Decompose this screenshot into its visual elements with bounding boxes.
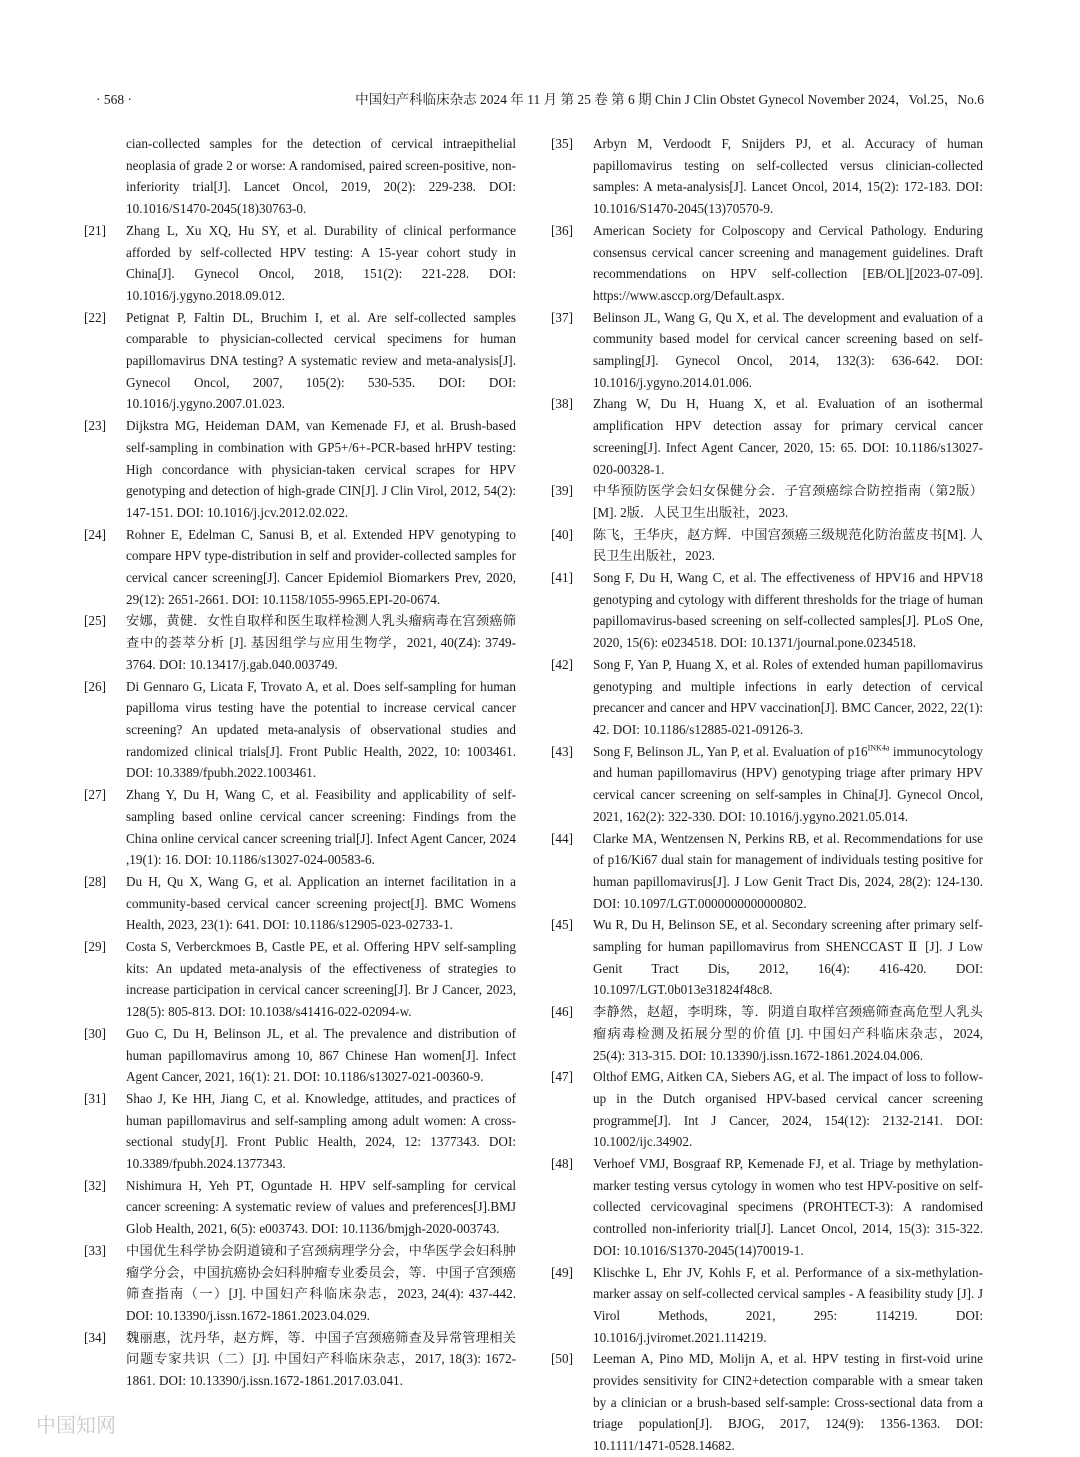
reference-number: [42] bbox=[551, 656, 573, 672]
reference-item bbox=[551, 220, 983, 307]
reference-item bbox=[84, 1240, 516, 1327]
reference-item bbox=[551, 1348, 983, 1457]
reference-text: Zhang W, Du H, Huang X, et al. Evaluation of an isothermal amplification HPV detection assay for primary cervical cancer screening[J]. Infect Agent Cancer, 2020, 15: 65. DOI: 10.1186/s13027-020-00328-1. bbox=[593, 396, 983, 477]
reference-text: Klischke L, Ehr JV, Kohls F, et al. Performance of a six-methylation-marker assay on self-collected cervical samples - A feasibility study [J]. J Virol Methods, 2021, 295: 114219. DOI: 10.1016/j.jviromet.2021.114219. bbox=[593, 1264, 983, 1345]
reference-text: 中国优生科学协会阴道镜和子宫颈病理学分会，中华医学会妇科肿瘤学分会，中国抗癌协会妇科肿瘤专业委员会，等．中国子宫颈癌筛查指南（一）[J]. 中国妇产科临床杂志，2023, 24(4): 437-442. DOI: 10.13390/j.issn.1672-1861.2023.04.029. bbox=[126, 1242, 516, 1323]
reference-item bbox=[84, 676, 516, 785]
reference-number: [38] bbox=[551, 396, 573, 412]
reference-number: [35] bbox=[551, 136, 573, 151]
reference-item bbox=[84, 1175, 516, 1240]
reference-text: 李静然，赵超，李明珠，等．阴道自取样宫颈癌筛查高危型人乳头瘤病毒检测及拓展分型的价值 [J]. 中国妇产科临床杂志，2024, 25(4): 313-315. DOI: 10.13390/j.issn.1672-1861.2024.04.006. bbox=[593, 1004, 983, 1063]
reference-number: [40] bbox=[551, 526, 573, 542]
running-header bbox=[96, 89, 984, 111]
reference-number: [41] bbox=[551, 570, 573, 586]
reference-number: [43] bbox=[551, 743, 573, 759]
reference-number: [33] bbox=[84, 1242, 106, 1258]
reference-text: cian-collected samples for the detection of cervical intraepithelial neoplasia of grade 2 or worse: A randomised, paired screen-positive, non-inferiority trial[J]. Lancet Oncol, 2019, 20(2): 229-238. DOI: 10.1016/S1470-2045(18)30763-0. bbox=[126, 136, 516, 217]
reference-number: [22] bbox=[84, 309, 106, 325]
reference-number: [37] bbox=[551, 309, 573, 325]
reference-number: [49] bbox=[551, 1264, 573, 1280]
journal-citation-line: 中国妇产科临床杂志 2024 年 11 月 第 25 卷 第 6 期 Chin J Clin Obstet Gynecol November 2024，Vol.25，No.6 bbox=[355, 92, 984, 107]
reference-text: Di Gennaro G, Licata F, Trovato A, et al. Does self-sampling for human papilloma virus testing have the potential to increase cervical cancer screening? An updated meta-analysis of observational studies and randomized clinical trials[J]. Front Public Health, 2022, 10: 1003461. DOI: 10.3389/fpubh.2022.1003461. bbox=[126, 678, 516, 781]
reference-continuation bbox=[84, 133, 516, 220]
watermark-logo: 中国知网 bbox=[36, 1413, 116, 1437]
reference-number: [34] bbox=[84, 1329, 106, 1345]
reference-item bbox=[551, 828, 983, 915]
reference-number: [50] bbox=[551, 1351, 573, 1367]
reference-text: Costa S, Verberckmoes B, Castle PE, et al. Offering HPV self-sampling kits: An updated meta-analysis of the effectiveness of strategies to increase participation in cervical cancer screening[J]. Br J Cancer, 2023, 128(5): 805-813. DOI: 10.1038/s41416-022-02094-w. bbox=[126, 939, 516, 1020]
reference-item bbox=[551, 1001, 983, 1066]
reference-text: Verhoef VMJ, Bosgraaf RP, Kemenade FJ, et al. Triage by methylation-marker testing versus cytology in women who test HPV-positive on self-collected cervicovaginal specimens (PROHTECT-3): A randomised controlled non-inferiority trial[J]. Lancet Oncol, 2014, 15(3): 315-322. DOI: 10.1016/S1370-2045(14)70019-1. bbox=[593, 1156, 983, 1258]
reference-number: [25] bbox=[84, 613, 106, 629]
reference-number: [21] bbox=[84, 222, 106, 238]
reference-text: American Society for Colposcopy and Cervical Pathology. Enduring consensus cervical cancer screening and management guidelines. Draft recommendations on HPV self-collection [EB/OL][2023-07-09]. https://www.asccp.org/Default.aspx. bbox=[593, 222, 983, 303]
reference-item bbox=[551, 307, 983, 394]
reference-number: [26] bbox=[84, 678, 106, 694]
reference-number: [36] bbox=[551, 222, 573, 238]
reference-text: Du H, Qu X, Wang G, et al. Application an internet facilitation in a community-based cervical cancer screening project[J]. BMC Womens Health, 2023, 23(1): 641. DOI: 10.1186/s12905-023-02733-1. bbox=[126, 873, 516, 933]
reference-text: Zhang L, Xu XQ, Hu SY, et al. Durability of clinical performance afforded by self-collected HPV testing: A 15-year cohort study in China[J]. Gynecol Oncol, 2018, 151(2): 221-228. DOI: 10.1016/j.ygyno.2018.09.012. bbox=[126, 222, 516, 303]
reference-item bbox=[84, 871, 516, 936]
reference-item bbox=[84, 1023, 516, 1088]
reference-item bbox=[551, 524, 983, 567]
reference-item bbox=[84, 1327, 516, 1392]
reference-text: 陈飞，王华庆，赵方辉．中国宫颈癌三级规范化防治蓝皮书[M]. 人民卫生出版社，2023. bbox=[593, 526, 983, 564]
reference-item bbox=[551, 741, 983, 828]
reference-list-right bbox=[551, 133, 983, 1457]
reference-text: Song F, Belinson JL, Yan P, et al. Evaluation of p16 bbox=[593, 743, 868, 759]
reference-item bbox=[551, 567, 983, 654]
reference-item bbox=[84, 220, 516, 307]
reference-item bbox=[84, 415, 516, 524]
reference-item bbox=[551, 480, 983, 523]
reference-text: Nishimura H, Yeh PT, Oguntade H. HPV self-sampling for cervical cancer screening: A systematic review of values and preferences[J].BMJ Glob Health, 2021, 6(5): e003743. DOI: 10.1136/bmjgh-2020-003743. bbox=[126, 1177, 516, 1237]
reference-text: 中华预防医学会妇女保健分会．子宫颈癌综合防控指南（第2版）[M]. 2版．人民卫生出版社，2023. bbox=[593, 483, 983, 520]
reference-number: [32] bbox=[84, 1177, 106, 1193]
reference-text: Guo C, Du H, Belinson JL, et al. The prevalence and distribution of human papillomavirus among 10, 867 Chinese Han women[J]. Infect Agent Cancer, 2021, 16(1): 21. DOI: 10.1186/s13027-021-00360-9. bbox=[126, 1025, 516, 1085]
reference-text: Dijkstra MG, Heideman DAM, van Kemenade FJ, et al. Brush-based self-sampling in combination with GP5+/6+-PCR-based hrHPV testing: High concordance with physician-taken cervical scrapes for HPV genotyping and detection of high-grade CIN[J]. J Clin Virol, 2012, 54(2): 147-151. DOI: 10.1016/j.jcv.2012.02.022. bbox=[126, 418, 516, 520]
reference-text: Arbyn M, Verdoodt F, Snijders PJ, et al. Accuracy of human papillomavirus testing on self-collected versus clinician-collected samples: A meta-analysis[J]. Lancet Oncol, 2014, 15(2): 172-183. DOI: 10.1016/S1470-2045(13)70570-9. bbox=[593, 136, 983, 217]
reference-text: 魏丽惠，沈丹华，赵方辉，等．中国子宫颈癌筛查及异常管理相关问题专家共识（二）[J]. 中国妇产科临床杂志，2017, 18(3): 1672-1861. DOI: 10.13390/j.issn.1672-1861.2017.03.041. bbox=[126, 1329, 516, 1389]
reference-number: [44] bbox=[551, 830, 573, 846]
reference-item bbox=[551, 1066, 983, 1153]
reference-item bbox=[84, 1088, 516, 1175]
reference-item bbox=[551, 1153, 983, 1262]
reference-text: Belinson JL, Wang G, Qu X, et al. The development and evaluation of a community based model for cervical cancer screening based on self-sampling[J]. Gynecol Oncol, 2014, 132(3): 636-642. DOI: 10.1016/j.ygyno.2014.01.006. bbox=[593, 309, 983, 390]
reference-list-left bbox=[84, 220, 516, 1392]
reference-text: Wu R, Du H, Belinson SE, et al. Secondary screening after primary self-sampling for human papillomavirus from SHENCCAST Ⅱ [J]. J Low Genit Tract Dis, 2012, 16(4): 416-420. DOI: 10.1097/LGT.0b013e31824f48c8. bbox=[593, 917, 983, 998]
reference-item bbox=[551, 654, 983, 741]
reference-number: [30] bbox=[84, 1025, 106, 1041]
reference-text: Clarke MA, Wentzensen N, Perkins RB, et al. Recommendations for use of p16/Ki67 dual stain for management of individuals testing positive for human papillomavirus[J]. J Low Genit Tract Dis, 2024, 28(2): 124-130. DOI: 10.1097/LGT.0000000000000802. bbox=[593, 830, 983, 911]
reference-text: immunocytology and human papillomavirus (HPV) genotyping triage after primary HPV cervical cancer screening on self-samples in China[J]. Gynecol Oncol, 2021, 162(2): 322-330. DOI: 10.1016/j.ygyno.2021.05.014. bbox=[593, 743, 983, 824]
reference-number: [47] bbox=[551, 1069, 573, 1085]
reference-text: Petignat P, Faltin DL, Bruchim I, et al. Are self-collected samples comparable to physician-collected cervical specimens for human papillomavirus DNA testing? A systematic review and meta-analysis[J]. Gynecol Oncol, 2007, 105(2): 530-535. DOI: DOI: 10.1016/j.ygyno.2007.01.023. bbox=[126, 309, 516, 412]
reference-text: Leeman A, Pino MD, Molijn A, et al. HPV testing in first-void urine provides sensitivity for CIN2+detection comparable with a smear taken by a clinician or a brush-based self-sample: Cross-sectional data from a triage population[J]. BJOG, 2017, 124(9): 1356-1363. DOI: 10.1111/1471-0528.14682. bbox=[593, 1351, 983, 1454]
reference-item bbox=[551, 914, 983, 1001]
reference-item bbox=[84, 307, 516, 416]
reference-number: [24] bbox=[84, 526, 106, 542]
reference-number: [29] bbox=[84, 939, 106, 955]
reference-item bbox=[551, 1262, 983, 1349]
reference-number: [31] bbox=[84, 1090, 106, 1106]
reference-number: [45] bbox=[551, 917, 573, 933]
reference-item bbox=[84, 524, 516, 611]
reference-text: Song F, Du H, Wang C, et al. The effectiveness of HPV16 and HPV18 genotyping and cytology with different thresholds for the triage of human papillomavirus-based screening on self-collected samples[J]. PLoS One, 2020, 15(6): e0234518. DOI: 10.1371/journal.pone.0234518. bbox=[593, 570, 983, 651]
reference-text: Olthof EMG, Aitken CA, Siebers AG, et al. The impact of loss to follow-up in the Dutch organised HPV-based cervical cancer screening programme[J]. Int J Cancer, 2024, 154(12): 2132-2141. DOI: 10.1002/ijc.34902. bbox=[593, 1069, 983, 1150]
reference-item bbox=[551, 393, 983, 480]
reference-item bbox=[551, 133, 983, 220]
reference-item bbox=[84, 784, 516, 871]
references-right-column bbox=[551, 133, 983, 1457]
reference-text: Rohner E, Edelman C, Sanusi B, et al. Extended HPV genotyping to compare HPV type-distribution in self and provider-collected samples for cervical cancer screening[J]. Cancer Epidemiol Biomarkers Prev, 2020, 29(12): 2651-2661. DOI: 10.1158/1055-9965.EPI-20-0674. bbox=[126, 526, 516, 607]
reference-item bbox=[84, 610, 516, 675]
reference-text: Zhang Y, Du H, Wang C, et al. Feasibility and applicability of self-sampling based online cervical cancer screening: Findings from the China online cervical cancer screening trial[J]. Infect Agent Cancer, 2024 ,19(1): 16. DOI: 10.1186/s13027-024-00583-6. bbox=[126, 787, 516, 868]
reference-number: [46] bbox=[551, 1004, 573, 1020]
references-left-column bbox=[84, 133, 516, 1392]
reference-text: Song F, Yan P, Huang X, et al. Roles of extended human papillomavirus genotyping and multiple infections in early detection of cervical precancer and cancer and HPV vaccination[J]. BMC Cancer, 2022, 22(1): 42. DOI: 10.1186/s12885-021-09126-3. bbox=[593, 656, 983, 737]
reference-number: [28] bbox=[84, 873, 106, 889]
reference-text: 安娜，黄健．女性自取样和医生取样检测人乳头瘤病毒在宫颈癌筛查中的荟萃分析 [J]. 基因组学与应用生物学，2021, 40(Z4): 3749-3764. DOI: 10.13417/j.gab.040.003749. bbox=[126, 613, 516, 672]
page-number: · 568 · bbox=[96, 92, 132, 107]
reference-number: [23] bbox=[84, 418, 106, 434]
reference-superscript: INK4a bbox=[867, 743, 890, 753]
reference-number: [48] bbox=[551, 1156, 573, 1172]
reference-number: [39] bbox=[551, 483, 573, 499]
reference-number: [27] bbox=[84, 787, 106, 803]
reference-text: Shao J, Ke HH, Jiang C, et al. Knowledge, attitudes, and practices of human papillomavirus and self-sampling among adult women: A cross-sectional study[J]. Front Public Health, 2024, 12: 1377343. DOI: 10.3389/fpubh.2024.1377343. bbox=[126, 1090, 516, 1172]
reference-item bbox=[84, 936, 516, 1023]
